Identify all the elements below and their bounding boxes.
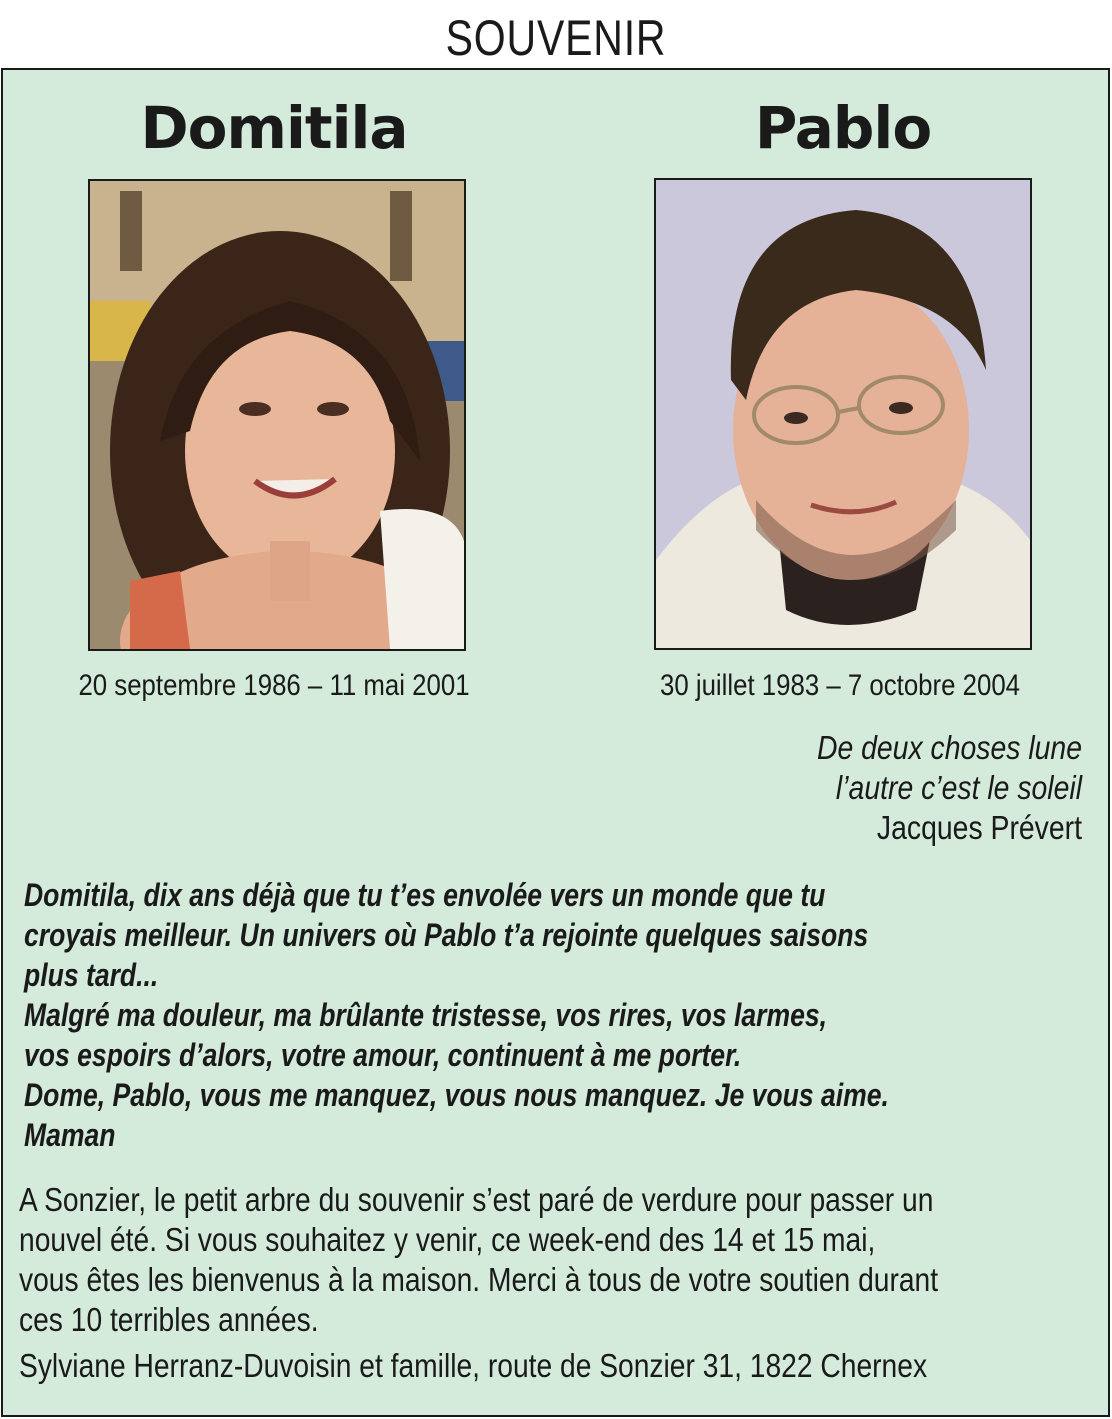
signature: Sylviane Herranz-Duvoisin et famille, route de Sonzier 31, 1822 Chernex — [19, 1347, 928, 1384]
person-name-pablo: Pablo — [754, 94, 932, 162]
portrait-girl-image — [90, 181, 464, 649]
message-line: Malgré ma douleur, ma brûlante tristesse, vos rires, vos larmes, — [24, 997, 828, 1033]
page-title: SOUVENIR — [445, 10, 667, 66]
info-line: vous êtes les bienvenus à la maison. Merci à tous de votre soutien durant — [19, 1261, 939, 1298]
message-line: croyais meilleur. Un univers où Pablo t’a rejointe quelques saisons — [24, 917, 869, 953]
dates-pablo: 30 juillet 1983 – 7 octobre 2004 — [659, 669, 1021, 702]
info-line: nouvel été. Si vous souhaitez y venir, ce week-end des 14 et 15 mai, — [19, 1221, 876, 1258]
poem-quote — [566, 728, 1082, 848]
quote-line-2: l’autre c’est le soleil — [835, 769, 1082, 806]
portrait-photo-pablo — [654, 178, 1032, 650]
info-line: ces 10 terribles années. — [19, 1301, 319, 1338]
portrait-photo-domitila — [88, 179, 466, 651]
message-line: Domitila, dix ans déjà que tu t’es envolée vers un monde que tu — [24, 877, 826, 913]
info-line: A Sonzier, le petit arbre du souvenir s’est paré de verdure pour passer un — [19, 1181, 934, 1218]
message-line: plus tard... — [24, 957, 159, 993]
dates-domitila: 20 septembre 1986 – 11 mai 2001 — [78, 669, 470, 702]
quote-author: Jacques Prévert — [876, 809, 1082, 846]
info-text — [19, 1180, 1096, 1386]
person-name-domitila: Domitila — [140, 94, 408, 162]
message-line: vos espoirs d’alors, votre amour, continuent à me porter. — [24, 1037, 742, 1073]
portrait-young-man-image — [656, 180, 1030, 648]
info-paragraph — [19, 1180, 1096, 1340]
message-line: Maman — [24, 1117, 116, 1153]
quote-line-1: De deux choses lune — [816, 729, 1082, 766]
message-line: Dome, Pablo, vous me manquez, vous nous manquez. Je vous aime. — [24, 1077, 889, 1113]
memorial-message — [24, 875, 1095, 1155]
